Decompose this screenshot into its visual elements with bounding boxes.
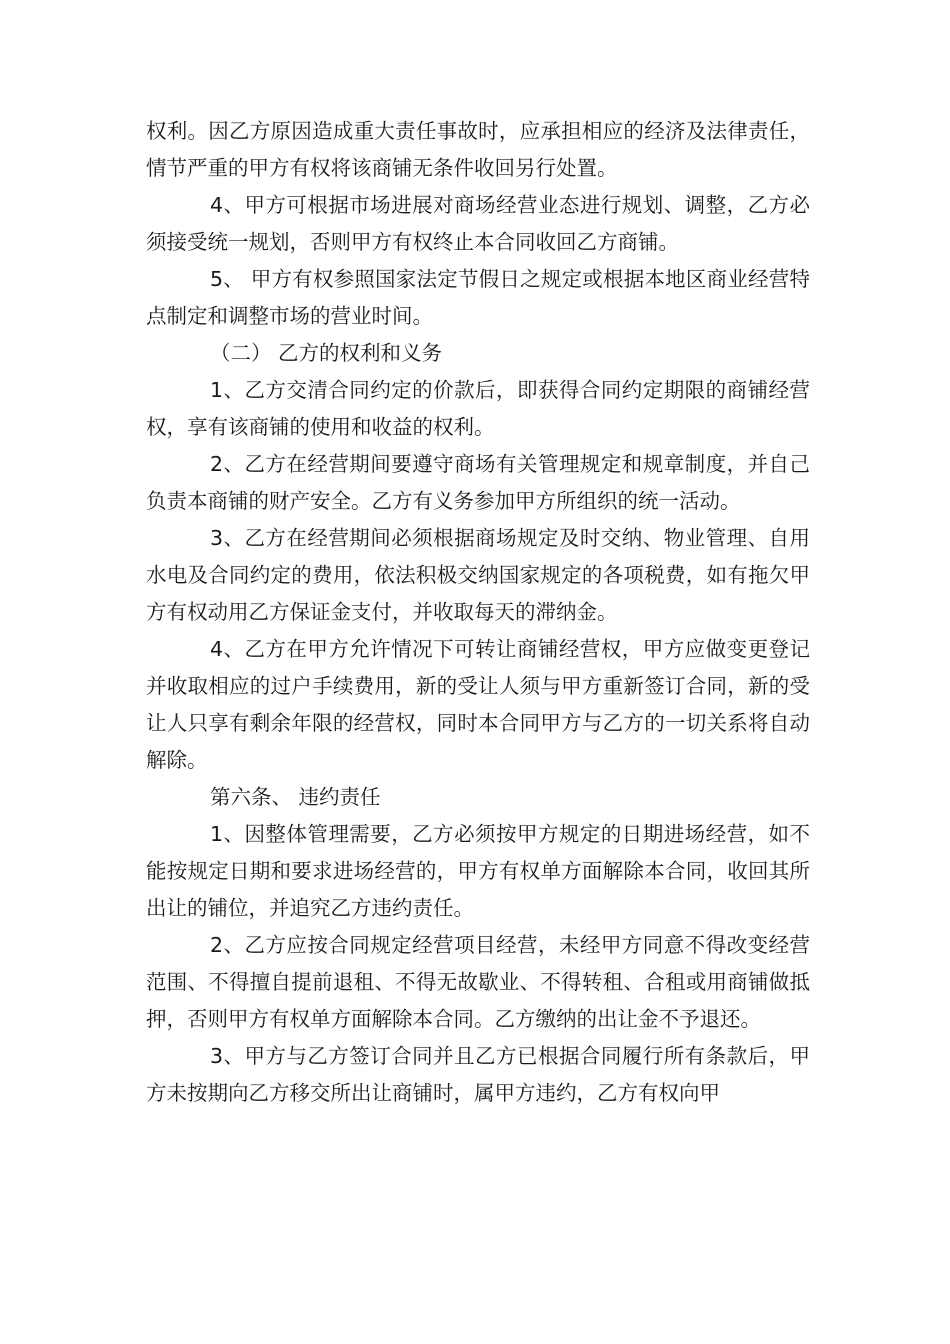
paragraph-party-b-right-4: 4、乙方在甲方允许情况下可转让商铺经营权，甲方应做变更登记并收取相应的过户手续费用，新的受让人须与甲方重新签订合同，新的受让人只享有剩余年限的经营权，同时本合同甲方与乙方的一切关系将自动解除。 bbox=[146, 637, 810, 772]
paragraph-party-a-right-5: 5、 甲方有权参照国家法定节假日之规定或根据本地区商业经营特点制定和调整市场的营业时间。 bbox=[146, 267, 810, 328]
article-heading-liability: 第六条、 违约责任 bbox=[210, 785, 381, 809]
document-body bbox=[146, 113, 810, 1112]
paragraph-party-a-right-4: 4、甲方可根据市场进展对商场经营业态进行规划、调整，乙方必须接受统一规划，否则甲方有权终止本合同收回乙方商铺。 bbox=[146, 193, 810, 254]
section-heading-party-b-rights: （二） 乙方的权利和义务 bbox=[210, 341, 443, 365]
paragraph-party-b-right-2: 2、乙方在经营期间要遵守商场有关管理规定和规章制度，并自己负责本商铺的财产安全。乙方有义务参加甲方所组织的统一活动。 bbox=[146, 452, 810, 513]
paragraph-liability-1: 1、因整体管理需要，乙方必须按甲方规定的日期进场经营，如不能按规定日期和要求进场经营的，甲方有权单方面解除本合同，收回其所出让的铺位，并追究乙方违约责任。 bbox=[146, 822, 810, 920]
paragraph-continuation: 权利。因乙方原因造成重大责任事故时，应承担相应的经济及法律责任，情节严重的甲方有权将该商铺无条件收回另行处置。 bbox=[146, 119, 810, 180]
paragraph-party-b-right-1: 1、乙方交清合同约定的价款后，即获得合同约定期限的商铺经营权，享有该商铺的使用和收益的权利。 bbox=[146, 378, 810, 439]
paragraph-party-b-right-3: 3、乙方在经营期间必须根据商场规定及时交纳、物业管理、自用水电及合同约定的费用，依法积极交纳国家规定的各项税费，如有拖欠甲方有权动用乙方保证金支付，并收取每天的滞纳金。 bbox=[146, 526, 810, 624]
paragraph-liability-3: 3、甲方与乙方签订合同并且乙方已根据合同履行所有条款后，甲方未按期向乙方移交所出让商铺时，属甲方违约，乙方有权向甲 bbox=[146, 1044, 810, 1105]
paragraph-liability-2: 2、乙方应按合同规定经营项目经营，未经甲方同意不得改变经营范围、不得擅自提前退租、不得无故歇业、不得转租、合租或用商铺做抵押，否则甲方有权单方面解除本合同。乙方缴纳的出让金不予退还。 bbox=[146, 933, 810, 1031]
